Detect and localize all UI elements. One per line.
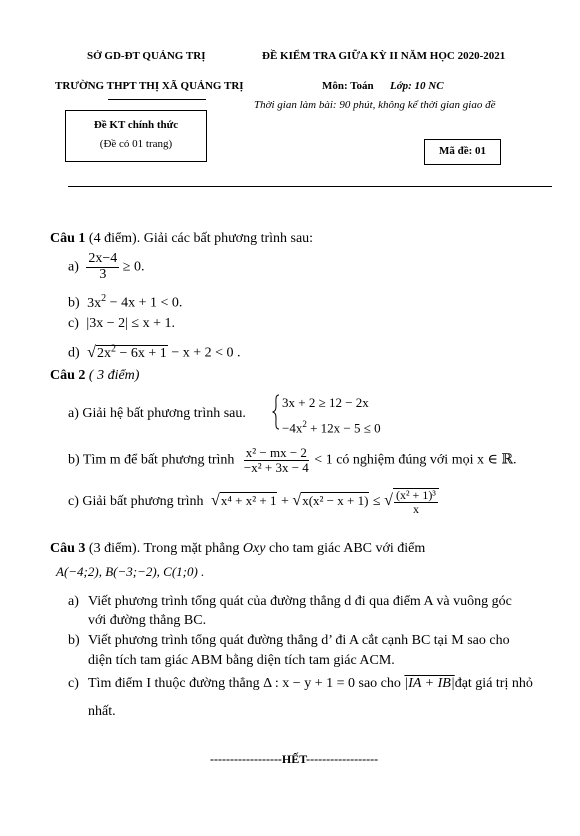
q2-a-ineq2-start: −4x bbox=[282, 420, 303, 436]
q2-a-ineq2-exponent: 2 bbox=[302, 419, 307, 429]
q2-c-fraction bbox=[394, 489, 438, 515]
q2-points: ( 3 điểm) bbox=[85, 368, 140, 383]
official-label: Đề KT chính thức bbox=[93, 119, 179, 131]
q2-c bbox=[68, 488, 439, 515]
exam-title: ĐỀ KIỂM TRA GIỮA KỲ II NĂM HỌC 2020-2021 bbox=[262, 50, 506, 62]
q1-a-tail: ≥ 0. bbox=[119, 259, 145, 275]
q3-c-text-start: Tìm điểm I thuộc đường thẳng Δ : x − y + 1 = 0 sao cho bbox=[88, 676, 405, 691]
q2-a-text: a) Giải hệ bất phương trình sau. bbox=[68, 406, 246, 421]
q3-oxy: Oxy bbox=[242, 541, 266, 556]
q3-c-line-2: nhất. bbox=[88, 704, 116, 719]
page-count-label: (Đề có 01 trang) bbox=[99, 138, 173, 150]
q1-d-exponent: 2 bbox=[111, 343, 117, 354]
system-brace bbox=[272, 394, 280, 430]
q1-b-expr-start: 3x bbox=[87, 295, 102, 311]
school-name: TRƯỜNG THPT THỊ XÃ QUẢNG TRỊ bbox=[55, 80, 244, 92]
q1-d-radicand-end: − 6x + 1 bbox=[116, 345, 167, 361]
end-marker: ------------------HẾT------------------ bbox=[210, 752, 379, 766]
q1-points: (4 điểm). bbox=[85, 231, 141, 246]
q3-heading bbox=[50, 541, 425, 557]
q1-a bbox=[68, 252, 144, 282]
q1-a-denominator: 3 bbox=[99, 266, 107, 282]
q1-b bbox=[68, 293, 182, 312]
q2-c-plus: + bbox=[277, 493, 293, 509]
exam-code-box bbox=[424, 139, 501, 165]
q2-c-numerator: (x² + 1)³ bbox=[395, 488, 436, 502]
q3-intro: (3 điểm). Trong mặt phẳng bbox=[85, 541, 243, 556]
q2-c-denominator: x bbox=[412, 501, 419, 516]
department-name: SỞ GD-ĐT QUẢNG TRỊ bbox=[87, 50, 206, 62]
header-underline bbox=[108, 99, 206, 100]
sqrt-symbol: √ bbox=[384, 491, 393, 509]
q3-intro-2: cho tam giác ABC với điểm bbox=[265, 541, 426, 556]
q2-c-le: ≤ bbox=[369, 493, 385, 509]
header-divider bbox=[68, 186, 552, 187]
q2-c-text: c) Giải bất phương trình bbox=[68, 493, 204, 509]
q2-b-fraction bbox=[242, 446, 311, 474]
q1-a-label: a) bbox=[68, 259, 79, 275]
time-note: Thời gian làm bài: 90 phút, không kể thời gian giao đề bbox=[254, 99, 496, 111]
q1-b-exponent: 2 bbox=[101, 293, 107, 304]
q2-b-text: b) Tìm m để bất phương trình bbox=[68, 452, 235, 468]
q2-a-inequality-1: 3x + 2 ≥ 12 − 2x bbox=[282, 395, 369, 410]
q3-a-label: a) bbox=[68, 594, 79, 609]
q2-title: Câu 2 bbox=[50, 368, 86, 383]
q3-a-line-2: với đường thẳng BC. bbox=[88, 613, 207, 628]
q1-b-label: b) bbox=[68, 295, 80, 311]
q1-d-label: d) bbox=[68, 345, 80, 361]
q1-d bbox=[68, 343, 241, 362]
q3-title: Câu 3 bbox=[50, 541, 86, 556]
q2-a-inequality-2 bbox=[282, 419, 381, 436]
q2-b-denominator: −x² + 3x − 4 bbox=[243, 459, 309, 475]
q1-intro: Giải các bất phương trình sau: bbox=[140, 231, 314, 246]
q3-points: A(−4;2), B(−3;−2), C(1;0) . bbox=[56, 564, 205, 579]
q2-a-ineq2-end: + 12x − 5 ≤ 0 bbox=[306, 420, 381, 436]
subject-label: Môn: Toán bbox=[322, 80, 374, 92]
q1-title: Câu 1 bbox=[50, 231, 86, 246]
q1-heading bbox=[50, 231, 313, 247]
sqrt-symbol: √ bbox=[292, 491, 302, 509]
q2-heading bbox=[50, 368, 139, 384]
q3-c-line-1 bbox=[88, 676, 533, 692]
q2-b-tail: < 1 có nghiệm đúng với mọi x ∈ ℝ. bbox=[310, 452, 517, 468]
q3-b-line-1: Viết phương trình tổng quát đường thẳng d’ đi A cắt cạnh BC tại M sao cho bbox=[88, 633, 510, 648]
q1-c-label: c) bbox=[68, 316, 79, 331]
q1-c bbox=[68, 316, 175, 332]
q2-b-numerator: x² − mx − 2 bbox=[245, 445, 307, 460]
grade-label: Lớp: 10 NC bbox=[390, 80, 444, 92]
official-box bbox=[65, 110, 207, 162]
q1-b-expr-end: − 4x + 1 < 0. bbox=[106, 295, 183, 311]
q3-b-label: b) bbox=[68, 633, 80, 648]
q3-c-text-end: đạt giá trị nhỏ bbox=[454, 676, 533, 691]
q3-b-line-2: diện tích tam giác ABM bằng diện tích tam giác ACM. bbox=[88, 653, 395, 668]
q1-a-fraction bbox=[86, 252, 119, 282]
q3-c-vector-sum: |IA + IB| bbox=[404, 676, 455, 691]
sqrt-symbol: √ bbox=[211, 491, 220, 509]
sqrt-symbol: √ bbox=[87, 343, 97, 361]
q3-a-line-1: Viết phương trình tổng quát của đường thẳng d đi qua điểm A và vuông góc bbox=[88, 594, 512, 609]
q1-d-radicand-start: 2x bbox=[97, 345, 112, 361]
exam-code: Mã đề: 01 bbox=[438, 145, 487, 157]
q2-c-radicand-1: x⁴ + x² + 1 bbox=[220, 492, 277, 508]
q3-c-label: c) bbox=[68, 676, 79, 691]
q1-d-tail: − x + 2 < 0 . bbox=[167, 345, 241, 361]
q2-c-radicand-2: x(x² − x + 1) bbox=[302, 492, 369, 508]
q1-c-expr: |3x − 2| ≤ x + 1. bbox=[86, 316, 175, 331]
q2-b bbox=[68, 446, 516, 474]
q1-a-numerator: 2x−4 bbox=[88, 251, 118, 266]
